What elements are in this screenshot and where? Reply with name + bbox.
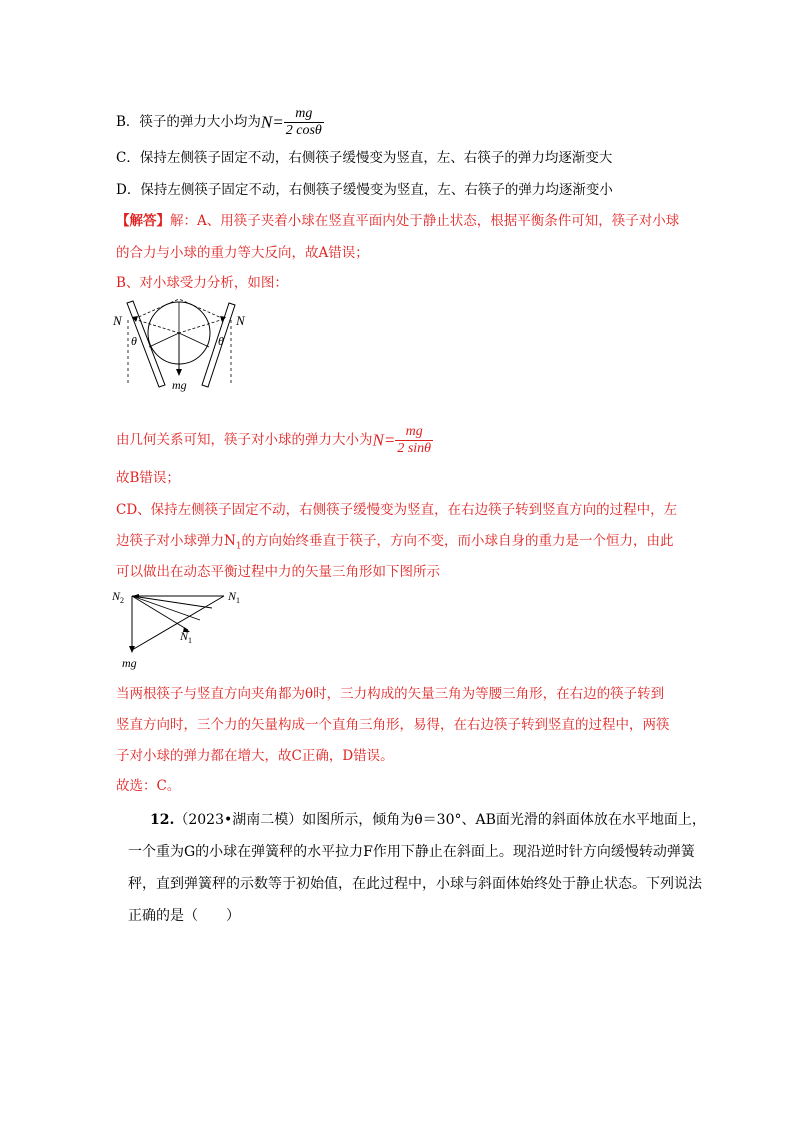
label-theta-right: θ <box>218 334 224 348</box>
solution-line-7 <box>116 531 674 557</box>
label-n-left: N <box>113 313 122 328</box>
label-n2: $N_2$ <box>112 589 125 605</box>
question-12-text-1: （2023•湖南二模）如图所示，倾角为θ＝30°、AB面光滑的斜面体放在水平地面上， <box>174 812 706 828</box>
label-mg-2: mg <box>122 656 137 670</box>
formula-fraction <box>284 106 324 139</box>
question-12-line-4: 正确的是（ ） <box>128 908 240 924</box>
solution-text-4: 由几何关系可知，筷子对小球的弹力大小为 <box>116 432 373 448</box>
formula-denominator: 2 cosθ <box>285 123 322 138</box>
option-d: D．保持左侧筷子固定不动，右侧筷子缓慢变为竖直，左、右筷子的弹力均逐渐变小 <box>116 182 613 198</box>
label-mg: mg <box>172 378 187 392</box>
option-b <box>116 106 324 139</box>
label-n1-mid: $N_1$ <box>180 629 193 645</box>
question-12-line-2: 一个重为G的小球在弹簧秤的水平拉力F作用下静止在斜面上。现沿逆时针方向缓慢转动弹簧 <box>128 844 695 860</box>
solution-line-12: 故选：C。 <box>116 778 181 794</box>
formula2-denominator: 2 sinθ <box>397 441 432 456</box>
solution-label: 【解答】 <box>116 213 170 229</box>
formula2-lhs: N <box>372 430 384 450</box>
solution-line-2: 的合力与小球的重力等大反向，故A错误； <box>116 245 369 261</box>
solution-line-10: 竖直方向时，三个力的矢量构成一个直角三角形，易得，在右边筷子转到竖直的过程中，两筷 <box>116 717 670 733</box>
solution-line-1 <box>116 211 679 231</box>
solution-line-6: CD、保持左侧筷子固定不动，右侧筷子缓慢变为竖直，在右边筷子转到竖直方向的过程中，左 <box>116 502 678 518</box>
option-c: C．保持左侧筷子固定不动，右侧筷子缓慢变为竖直，左、右筷子的弹力均逐渐变大 <box>116 150 613 166</box>
solution-text-7-sub: 1 <box>235 541 242 552</box>
force-diagram-chopsticks <box>110 295 260 395</box>
solution-line-5: 故B错误； <box>116 470 180 486</box>
solution-line-8: 可以做出在动态平衡过程中力的矢量三角形如下图所示 <box>116 564 440 580</box>
solution-line-11: 子对小球的弹力都在增大，故C正确，D错误。 <box>116 748 394 764</box>
solution-text-1: 解：A、用筷子夹着小球在竖直平面内处于静止状态，根据平衡条件可知，筷子对小球 <box>170 213 680 229</box>
solution-line-9: 当两根筷子与竖直方向夹角都为θ时，三力构成的矢量三角为等腰三角形，在右边的筷子转到 <box>116 686 665 702</box>
label-theta-left: θ <box>131 334 137 348</box>
formula2-numerator: mg <box>395 424 433 441</box>
option-b-text: B．筷子的弹力大小均为 <box>116 114 261 130</box>
question-number: 12. <box>150 812 175 828</box>
question-12-line-3: 秤，直到弹簧秤的示数等于初始值，在此过程中，小球与斜面体始终处于静止状态。下列说法 <box>128 876 702 892</box>
solution-text-7b: 的方向始终垂直于筷子，方向不变，而小球自身的重力是一个恒力，由此 <box>241 533 674 549</box>
solution-line-4 <box>116 424 433 457</box>
formula-lhs: N <box>260 112 273 132</box>
vector-triangle-diagram <box>112 586 252 672</box>
solution-line-3: B、对小球受力分析，如图： <box>116 275 288 291</box>
formula2-eq: = <box>383 430 396 450</box>
label-n-right: N <box>236 313 245 328</box>
formula-numerator: mg <box>284 106 324 123</box>
formula-eq: = <box>272 112 284 132</box>
label-n1-top: $N_1$ <box>228 589 241 605</box>
solution-text-7a: 边筷子对小球弹力N <box>116 533 236 549</box>
formula2-fraction <box>395 424 433 457</box>
question-12-line-1 <box>150 810 706 830</box>
